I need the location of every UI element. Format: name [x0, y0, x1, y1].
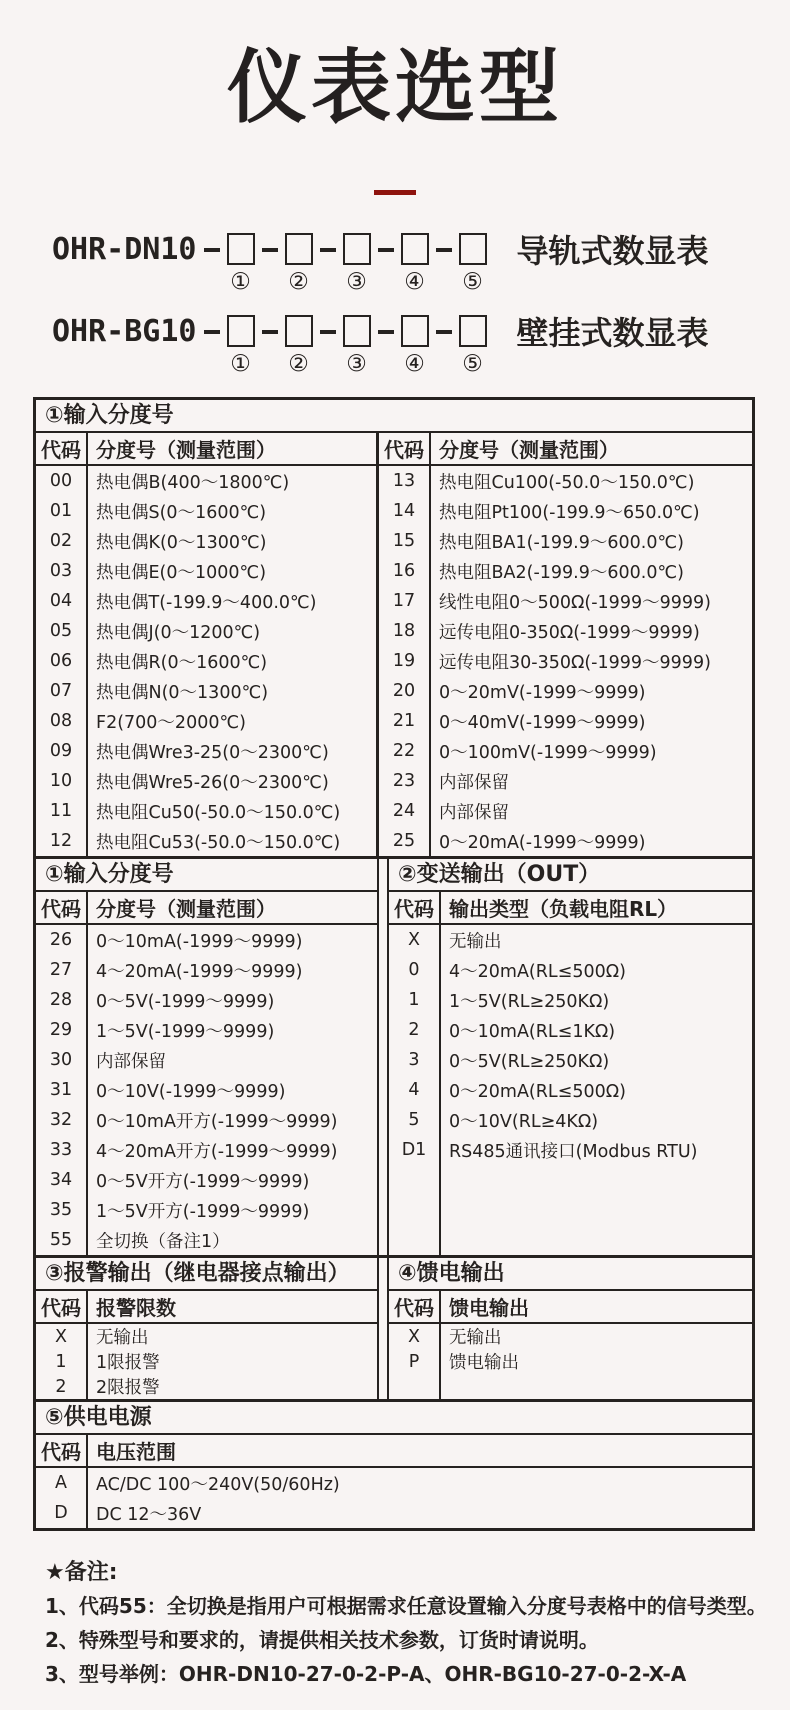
- cell-description: F2(700～2000℃): [96, 712, 246, 733]
- cell-code: 13: [379, 466, 431, 496]
- section2-left-header: ①输入分度号: [36, 859, 377, 892]
- cell-description: 热电阻Cu50(-50.0～150.0℃): [96, 802, 341, 823]
- table-row: [389, 985, 752, 1015]
- notes-title: ★备注:: [45, 1560, 118, 1585]
- table-row: [379, 706, 752, 736]
- cell-description: 0～10mA(-1999～9999): [96, 931, 303, 952]
- table-row: [389, 1324, 752, 1349]
- col-header-desc: 分度号（测量范围）: [96, 438, 276, 462]
- cell-description: 0～10V(-1999～9999): [96, 1081, 286, 1102]
- table-row: [379, 646, 752, 676]
- cell-description: 0～5V开方(-1999～9999): [96, 1171, 310, 1192]
- cell-description: 远传电阻0-350Ω(-1999～9999): [439, 622, 700, 643]
- col-header-code: 代码: [389, 892, 441, 923]
- cell-code: 2: [389, 1015, 441, 1045]
- section4-header: ④馈电输出: [389, 1258, 752, 1291]
- section2-body: [36, 856, 752, 1255]
- cell-description: 远传电阻30-350Ω(-1999～9999): [439, 652, 711, 673]
- model-slot-5: [459, 233, 487, 296]
- cell-code: 10: [36, 766, 88, 796]
- code-box: [285, 233, 313, 265]
- column-header-row: [36, 1435, 752, 1468]
- cell-description: 热电偶N(0～1300℃): [96, 682, 269, 703]
- section1-header: ①输入分度号: [36, 400, 752, 433]
- slot-number: ④: [404, 351, 425, 377]
- dash-icon: [378, 330, 394, 334]
- column-header-row: [36, 1291, 377, 1324]
- cell-description: 热电阻Cu53(-50.0～150.0℃): [96, 832, 341, 853]
- cell-code: 01: [36, 496, 88, 526]
- col-header-desc: 报警限数: [96, 1296, 176, 1320]
- slot-number: ⑤: [462, 351, 483, 377]
- cell-code: 30: [36, 1045, 88, 1075]
- table-row: [36, 1498, 752, 1528]
- cell-description: 0～20mV(-1999～9999): [439, 682, 646, 703]
- slot-number: ⑤: [462, 269, 483, 295]
- model-label-dn10: 导轨式数显表: [516, 232, 709, 270]
- cell-description: 热电偶E(0～1000℃): [96, 562, 267, 583]
- table-row: [36, 766, 376, 796]
- cell-description: 2限报警: [96, 1378, 160, 1398]
- cell-description: 4～20mA开方(-1999～9999): [96, 1141, 338, 1162]
- cell-description: 热电偶S(0～1600℃): [96, 502, 267, 523]
- table-row: [36, 1225, 377, 1255]
- cell-code: D: [36, 1498, 88, 1528]
- code-box: [459, 233, 487, 265]
- cell-description: 0～10V(RL≥4KΩ): [449, 1111, 599, 1132]
- selection-table: [33, 397, 755, 1531]
- table-rows: [389, 925, 752, 1165]
- model-slot-1: [227, 315, 255, 378]
- model-slot-2: [285, 233, 313, 296]
- table-row: [379, 796, 752, 826]
- code-box: [227, 315, 255, 347]
- cell-code: 31: [36, 1075, 88, 1105]
- cell-description: 4～20mA(-1999～9999): [96, 961, 303, 982]
- cell-code: X: [389, 925, 441, 955]
- empty-fill: [389, 1165, 752, 1255]
- table-row: [389, 955, 752, 985]
- cell-description: 无输出: [449, 1328, 502, 1348]
- dash-icon: [320, 330, 336, 334]
- slot-number: ③: [346, 351, 367, 377]
- dash-icon: [262, 248, 278, 252]
- table-row: [36, 676, 376, 706]
- code-box: [343, 315, 371, 347]
- cell-code: 20: [379, 676, 431, 706]
- cell-description: 热电偶T(-199.9～400.0℃): [96, 592, 317, 613]
- dash-icon: [436, 330, 452, 334]
- cell-code: 25: [379, 826, 431, 856]
- dash-icon: [262, 330, 278, 334]
- table-rows: [36, 466, 376, 856]
- col-header-code: 代码: [36, 1435, 88, 1466]
- cell-code: 23: [379, 766, 431, 796]
- section5-body: [36, 1399, 752, 1528]
- cell-description: 热电阻Pt100(-199.9～650.0℃): [439, 502, 700, 523]
- cell-description: 全切换（备注1）: [96, 1231, 230, 1252]
- cell-code: 34: [36, 1165, 88, 1195]
- code-box: [343, 233, 371, 265]
- cell-code: 22: [379, 736, 431, 766]
- cell-description: 内部保留: [96, 1051, 166, 1072]
- table-row: [379, 736, 752, 766]
- dash-icon: [320, 248, 336, 252]
- col-header-desc: 电压范围: [96, 1440, 176, 1464]
- cell-description: 1～5V开方(-1999～9999): [96, 1201, 310, 1222]
- cell-description: 0～10mA(RL≤1KΩ): [449, 1021, 616, 1042]
- cell-description: 内部保留: [439, 802, 509, 823]
- cell-code: 18: [379, 616, 431, 646]
- table-row: [389, 1075, 752, 1105]
- cell-description: 热电偶Wre3-25(0～2300℃): [96, 742, 329, 763]
- code-box: [285, 315, 313, 347]
- cell-code: X: [389, 1324, 441, 1349]
- table-row: [379, 616, 752, 646]
- table-row: [389, 1015, 752, 1045]
- table-row: [36, 1374, 377, 1399]
- table-row: [379, 466, 752, 496]
- table-row: [379, 556, 752, 586]
- cell-code: 03: [36, 556, 88, 586]
- cell-code: 08: [36, 706, 88, 736]
- cell-description: 馈电输出: [449, 1353, 519, 1373]
- cell-description: 热电偶B(400～1800℃): [96, 472, 290, 493]
- cell-description: 线性电阻0～500Ω(-1999～9999): [439, 592, 711, 613]
- model-slot-5: [459, 315, 487, 378]
- cell-description: 热电偶Wre5-26(0～2300℃): [96, 772, 329, 793]
- cell-description: 无输出: [449, 931, 502, 952]
- table-rows: [36, 1468, 752, 1528]
- model-diagrams: [52, 233, 790, 381]
- col-header-code: 代码: [36, 1291, 88, 1322]
- table-row: [36, 736, 376, 766]
- section1-right: [379, 433, 752, 856]
- cell-description: 内部保留: [439, 772, 509, 793]
- cell-code: 05: [36, 616, 88, 646]
- cell-code: 5: [389, 1105, 441, 1135]
- table-row: [36, 1045, 377, 1075]
- table-row: [379, 826, 752, 856]
- section3-left: [36, 1258, 379, 1399]
- cell-code: 06: [36, 646, 88, 676]
- column-header-row: [379, 433, 752, 466]
- cell-code: 1: [36, 1349, 88, 1374]
- cell-description: 热电偶K(0～1300℃): [96, 532, 267, 553]
- table-row: [36, 1468, 752, 1498]
- cell-code: 12: [36, 826, 88, 856]
- section1-left: [36, 433, 379, 856]
- red-divider: [374, 190, 416, 195]
- cell-code: 02: [36, 526, 88, 556]
- cell-description: 热电阻BA1(-199.9～600.0℃): [439, 532, 684, 553]
- cell-description: 无输出: [96, 1328, 149, 1348]
- cell-code: 2: [36, 1374, 88, 1399]
- section2-right: [387, 859, 752, 1255]
- slot-number: ④: [404, 269, 425, 295]
- col-header-code: 代码: [36, 433, 88, 464]
- code-box: [459, 315, 487, 347]
- slot-number: ③: [346, 269, 367, 295]
- cell-code: 14: [379, 496, 431, 526]
- cell-code: 16: [379, 556, 431, 586]
- slot-number: ②: [288, 269, 309, 295]
- model-name-dn10: OHR-DN10: [52, 232, 197, 267]
- cell-description: 0～5V(-1999～9999): [96, 991, 275, 1012]
- cell-code: 55: [36, 1225, 88, 1255]
- table-row: [379, 496, 752, 526]
- model-label-bg10: 壁挂式数显表: [516, 314, 709, 352]
- model-slot-1: [227, 233, 255, 296]
- table-row: [36, 796, 376, 826]
- section4-right: [387, 1258, 752, 1399]
- cell-code: P: [389, 1349, 441, 1374]
- col-header-code: 代码: [389, 1291, 441, 1322]
- cell-code: 29: [36, 1015, 88, 1045]
- col-header-code: 代码: [379, 433, 431, 464]
- cell-code: 15: [379, 526, 431, 556]
- model-row-dn10: [52, 233, 790, 299]
- cell-code: 17: [379, 586, 431, 616]
- table-row: [389, 1135, 752, 1165]
- table-row: [36, 925, 377, 955]
- cell-code: 07: [36, 676, 88, 706]
- column-header-row: [389, 1291, 752, 1324]
- table-row: [36, 466, 376, 496]
- model-slot-2: [285, 315, 313, 378]
- note-line: 1、代码55：全切换是指用户可根据需求任意设置输入分度号表格中的信号类型。: [45, 1594, 767, 1618]
- table-row: [36, 985, 377, 1015]
- cell-code: 33: [36, 1135, 88, 1165]
- dash-icon: [436, 248, 452, 252]
- slot-number: ①: [230, 351, 251, 377]
- code-box: [401, 233, 429, 265]
- table-row: [36, 1349, 377, 1374]
- cell-code: 3: [389, 1045, 441, 1075]
- table-rows: [36, 925, 377, 1255]
- cell-code: D1: [389, 1135, 441, 1165]
- section1-body: [36, 433, 752, 856]
- table-row: [379, 586, 752, 616]
- col-header-desc: 馈电输出: [449, 1296, 529, 1320]
- table-row: [36, 1135, 377, 1165]
- dash-icon: [204, 330, 220, 334]
- table-row: [389, 925, 752, 955]
- cell-code: 0: [389, 955, 441, 985]
- code-box: [227, 233, 255, 265]
- table-row: [379, 526, 752, 556]
- table-rows: [379, 466, 752, 856]
- note-line: 3、型号举例：OHR-DN10-27-0-2-P-A、OHR-BG10-27-0-2-X-A: [45, 1662, 687, 1686]
- table-rows: [36, 1324, 377, 1399]
- column-header-row: [36, 892, 377, 925]
- table-row: [36, 1195, 377, 1225]
- cell-description: 0～10mA开方(-1999～9999): [96, 1111, 338, 1132]
- dash-icon: [378, 248, 394, 252]
- cell-description: 热电偶R(0～1600℃): [96, 652, 268, 673]
- cell-code: 28: [36, 985, 88, 1015]
- cell-code: 35: [36, 1195, 88, 1225]
- code-box: [401, 315, 429, 347]
- cell-code: 27: [36, 955, 88, 985]
- col-header-desc: 输出类型（负载电阻RL）: [449, 897, 678, 921]
- cell-description: RS485通讯接口(Modbus RTU): [449, 1141, 698, 1162]
- empty-fill: [389, 1374, 752, 1399]
- table-row: [36, 706, 376, 736]
- cell-code: 04: [36, 586, 88, 616]
- model-slot-3: [343, 233, 371, 296]
- cell-description: 1限报警: [96, 1353, 160, 1373]
- table-row: [389, 1105, 752, 1135]
- cell-code: 09: [36, 736, 88, 766]
- table-row: [36, 586, 376, 616]
- model-row-bg10: [52, 315, 790, 381]
- section2-left: [36, 859, 379, 1255]
- notes: [45, 1557, 767, 1691]
- cell-description: 4～20mA(RL≤500Ω): [449, 961, 626, 982]
- cell-code: 11: [36, 796, 88, 826]
- table-row: [36, 496, 376, 526]
- table-row: [36, 526, 376, 556]
- cell-description: 热电阻BA2(-199.9～600.0℃): [439, 562, 684, 583]
- table-row: [379, 676, 752, 706]
- cell-code: A: [36, 1468, 88, 1498]
- table-row: [36, 1165, 377, 1195]
- table-row: [389, 1045, 752, 1075]
- notes-list: [45, 1589, 767, 1691]
- section34-body: [36, 1255, 752, 1399]
- cell-description: DC 12～36V: [96, 1504, 202, 1525]
- cell-code: 26: [36, 925, 88, 955]
- model-slot-3: [343, 315, 371, 378]
- cell-code: 21: [379, 706, 431, 736]
- cell-description: 热电偶J(0～1200℃): [96, 622, 261, 643]
- slot-number: ②: [288, 351, 309, 377]
- table-row: [36, 955, 377, 985]
- table-row: [36, 616, 376, 646]
- cell-code: 19: [379, 646, 431, 676]
- table-row: [379, 766, 752, 796]
- page-title: 仪表选型: [227, 41, 563, 134]
- cell-code: 24: [379, 796, 431, 826]
- table-row: [36, 1075, 377, 1105]
- cell-code: 00: [36, 466, 88, 496]
- cell-description: 1～5V(-1999～9999): [96, 1021, 275, 1042]
- table-row: [36, 556, 376, 586]
- cell-description: 0～20mA(-1999～9999): [439, 832, 646, 853]
- table-row: [36, 1105, 377, 1135]
- table-rows: [389, 1324, 752, 1374]
- dash-icon: [204, 248, 220, 252]
- cell-description: 热电阻Cu100(-50.0～150.0℃): [439, 472, 695, 493]
- note-line: 2、特殊型号和要求的，请提供相关技术参数，订货时请说明。: [45, 1628, 599, 1652]
- section3-header: ③报警输出（继电器接点输出）: [36, 1258, 377, 1291]
- cell-description: 0～20mA(RL≤500Ω): [449, 1081, 626, 1102]
- table-row: [36, 646, 376, 676]
- cell-description: 0～100mV(-1999～9999): [439, 742, 657, 763]
- table-row: [36, 1324, 377, 1349]
- column-header-row: [389, 892, 752, 925]
- cell-code: X: [36, 1324, 88, 1349]
- col-header-desc: 分度号（测量范围）: [439, 438, 619, 462]
- model-name-bg10: OHR-BG10: [52, 314, 197, 349]
- col-header-code: 代码: [36, 892, 88, 923]
- cell-code: 4: [389, 1075, 441, 1105]
- model-slot-4: [401, 315, 429, 378]
- slot-number: ①: [230, 269, 251, 295]
- cell-description: AC/DC 100～240V(50/60Hz): [96, 1474, 340, 1495]
- cell-description: 0～40mV(-1999～9999): [439, 712, 646, 733]
- section2-right-header: ②变送输出（OUT）: [389, 859, 752, 892]
- column-header-row: [36, 433, 376, 466]
- cell-code: 1: [389, 985, 441, 1015]
- cell-description: 1～5V(RL≥250KΩ): [449, 991, 610, 1012]
- table-row: [36, 1015, 377, 1045]
- section5-header: ⑤供电电源: [36, 1402, 752, 1435]
- model-slot-4: [401, 233, 429, 296]
- cell-code: 32: [36, 1105, 88, 1135]
- cell-description: 0～5V(RL≥250KΩ): [449, 1051, 610, 1072]
- table-row: [36, 826, 376, 856]
- col-header-desc: 分度号（测量范围）: [96, 897, 276, 921]
- table-row: [389, 1349, 752, 1374]
